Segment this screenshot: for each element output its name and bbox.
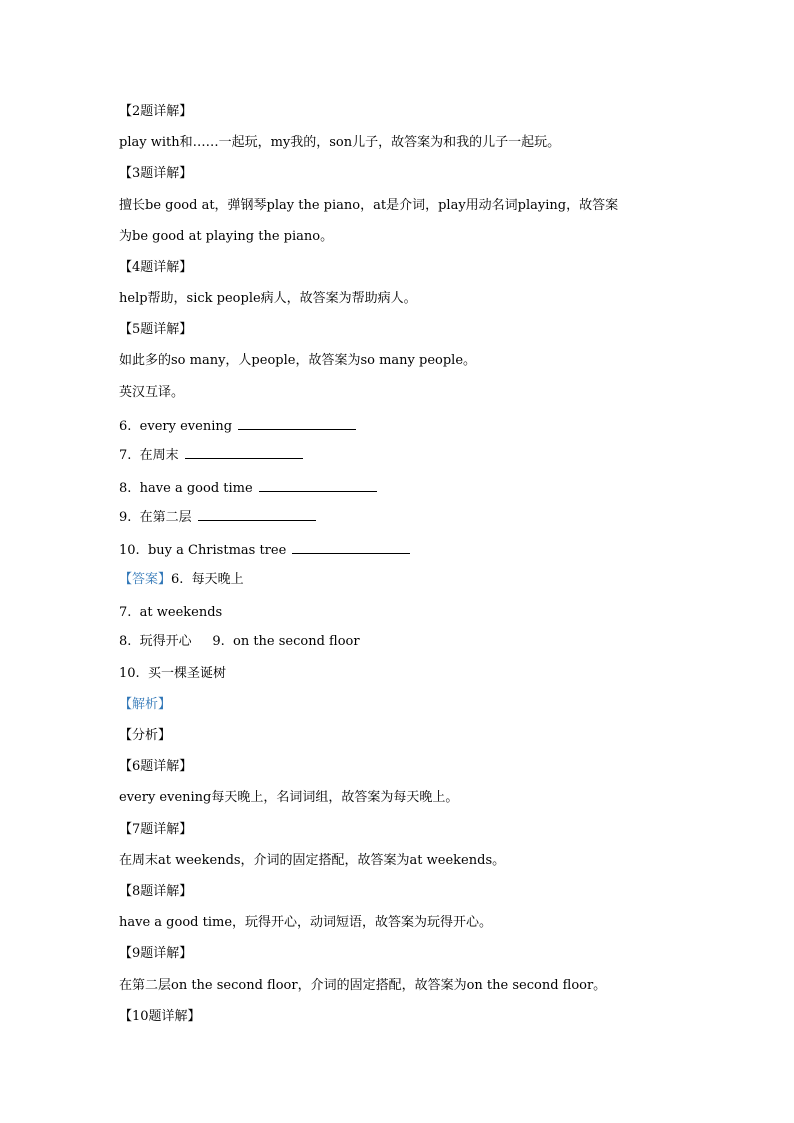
line-text: 【2题详解】 xyxy=(119,104,193,119)
section-heading xyxy=(119,259,192,277)
section-heading xyxy=(119,727,171,745)
paragraph-line xyxy=(119,977,606,995)
answer-line xyxy=(119,571,244,589)
line-text: every evening每天晚上，名词词组，故答案为每天晚上。 xyxy=(119,790,459,805)
line-text: 【7题详解】 xyxy=(119,822,193,837)
line-text: 【解析】 xyxy=(119,697,172,712)
paragraph-line xyxy=(119,789,458,807)
line-text: 9. 在第二层 xyxy=(119,510,192,525)
answer-blank xyxy=(198,508,316,521)
line-text: 为be good at playing the piano。 xyxy=(119,229,334,244)
paragraph-line xyxy=(119,914,492,932)
exercise-item xyxy=(119,541,410,560)
answer-blank xyxy=(238,417,356,430)
paragraph-line xyxy=(119,633,360,651)
line-text: 8. have a good time xyxy=(119,481,253,496)
paragraph-line xyxy=(119,665,226,683)
section-heading xyxy=(119,103,192,121)
line-text: play with和……一起玩，my我的，son儿子，故答案为和我的儿子一起玩。 xyxy=(119,135,561,150)
line-text: 10. buy a Christmas tree xyxy=(119,543,287,558)
paragraph-line xyxy=(119,384,184,402)
answer-blank xyxy=(292,541,410,554)
exercise-item xyxy=(119,446,303,465)
line-text: 英汉互译。 xyxy=(119,385,185,400)
exercise-item xyxy=(119,417,356,436)
line-text: 在周末at weekends，介词的固定搭配，故答案为at weekends。 xyxy=(119,853,506,868)
section-heading xyxy=(119,758,192,776)
line-text: 在第二层on the second floor，介词的固定搭配，故答案为on the second floor。 xyxy=(119,978,607,993)
section-heading xyxy=(119,1008,201,1026)
section-heading xyxy=(119,883,192,901)
line-text: 【9题详解】 xyxy=(119,946,193,961)
paragraph-line xyxy=(119,852,505,870)
paragraph-line xyxy=(119,290,417,308)
line-text: 6. every evening xyxy=(119,419,233,434)
line-text: 7. at weekends xyxy=(119,605,223,620)
paragraph-line xyxy=(119,352,476,370)
line-text: 6. 每天晚上 xyxy=(171,572,244,587)
line-text: 【3题详解】 xyxy=(119,166,193,181)
line-text: 【4题详解】 xyxy=(119,260,193,275)
exercise-item xyxy=(119,508,316,527)
line-text: 10. 买一棵圣诞树 xyxy=(119,666,226,681)
exercise-item xyxy=(119,479,377,498)
section-heading xyxy=(119,321,192,339)
section-heading xyxy=(119,165,192,183)
line-text: 7. 在周末 xyxy=(119,448,179,463)
analysis-label xyxy=(119,696,171,714)
section-heading xyxy=(119,945,192,963)
paragraph-line xyxy=(119,228,333,246)
line-text: 【5题详解】 xyxy=(119,322,193,337)
paragraph-line xyxy=(119,604,222,622)
answer-label: 【答案】 xyxy=(119,572,172,587)
section-heading xyxy=(119,821,192,839)
answer-blank xyxy=(185,446,303,459)
line-text: have a good time，玩得开心，动词短语，故答案为玩得开心。 xyxy=(119,915,493,930)
paragraph-line xyxy=(119,134,560,152)
line-text: help帮助，sick people病人，故答案为帮助病人。 xyxy=(119,291,417,306)
line-text: 【8题详解】 xyxy=(119,884,193,899)
line-text: 8. 玩得开心 9. on the second floor xyxy=(119,634,360,649)
paragraph-line xyxy=(119,197,618,215)
line-text: 【10题详解】 xyxy=(119,1009,201,1024)
answer-blank xyxy=(259,479,377,492)
line-text: 【6题详解】 xyxy=(119,759,193,774)
line-text: 【分析】 xyxy=(119,728,172,743)
line-text: 擅长be good at，弹钢琴play the piano，at是介词，play用动名词playing，故答案 xyxy=(119,198,619,213)
line-text: 如此多的so many，人people，故答案为so many people。 xyxy=(119,353,477,368)
